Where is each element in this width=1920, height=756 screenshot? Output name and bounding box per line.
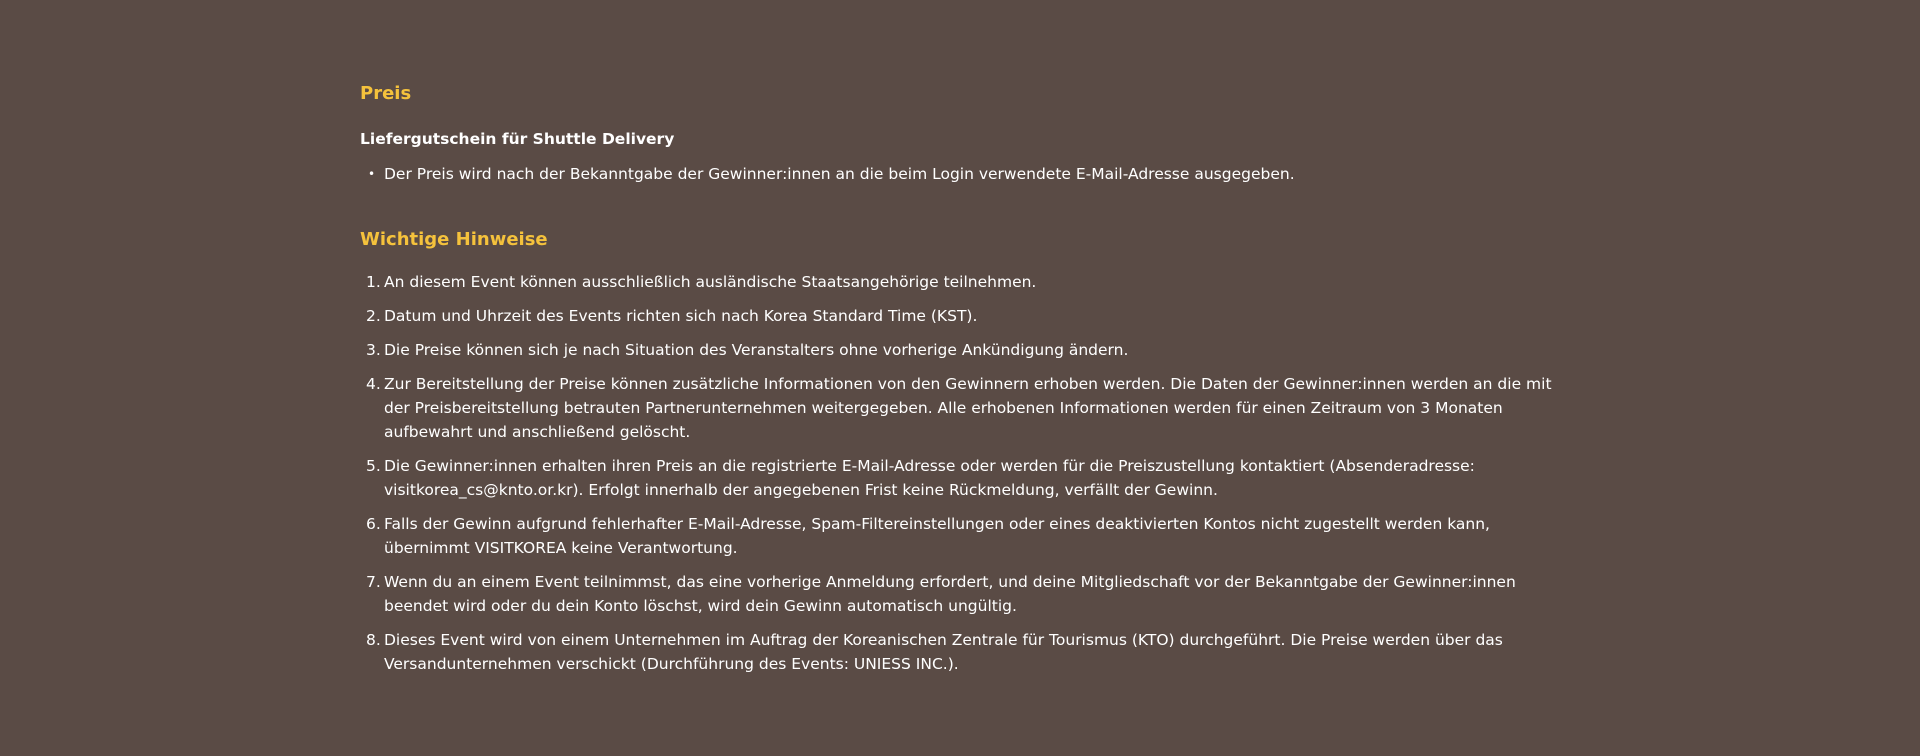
note-item bbox=[360, 454, 1560, 502]
note-text: Zur Bereitstellung der Preise können zusätzliche Informationen von den Gewinnern erhoben werden. Die Daten der Gewinner:innen werden an die mit der Preisbereitstellung betrauten Partnerunternehmen weitergegeben. Alle erhobenen Informationen werden für einen Zeitraum von 3 Monaten aufbewahrt und anschließend gelöscht. bbox=[384, 375, 1552, 441]
note-item bbox=[360, 628, 1560, 676]
note-text: An diesem Event können ausschließlich ausländische Staatsangehörige teilnehmen. bbox=[384, 273, 1037, 291]
note-item bbox=[360, 338, 1560, 362]
note-item bbox=[360, 372, 1560, 444]
note-number: 7. bbox=[366, 573, 381, 591]
note-text: Wenn du an einem Event teilnimmst, das eine vorherige Anmeldung erfordert, und deine Mitgliedschaft vor der Bekanntgabe der Gewinner:innen beendet wird oder du dein Konto löschst, wird dein Gewinn automatisch ungültig. bbox=[384, 573, 1516, 615]
note-number: 5. bbox=[366, 457, 381, 475]
note-number: 8. bbox=[366, 631, 381, 649]
prize-title: Liefergutschein für Shuttle Delivery bbox=[360, 130, 675, 148]
note-text: Falls der Gewinn aufgrund fehlerhafter E-Mail-Adresse, Spam-Filtereinstellungen oder eines deaktivierten Kontos nicht zugestellt werden kann, übernimmt VISITKOREA keine Verantwortung. bbox=[384, 515, 1490, 557]
note-number: 2. bbox=[366, 307, 381, 325]
prize-bullet-list bbox=[360, 162, 1560, 186]
prize-heading: Preis bbox=[360, 83, 412, 104]
note-text: Datum und Uhrzeit des Events richten sich nach Korea Standard Time (KST). bbox=[384, 307, 978, 325]
note-number: 3. bbox=[366, 341, 381, 359]
note-number: 4. bbox=[366, 375, 381, 393]
note-item bbox=[360, 304, 1560, 328]
notes-list bbox=[360, 270, 1560, 676]
note-item bbox=[360, 270, 1560, 294]
note-number: 1. bbox=[366, 273, 381, 291]
note-text: Die Preise können sich je nach Situation des Veranstalters ohne vorherige Ankündigung ändern. bbox=[384, 341, 1129, 359]
event-details bbox=[360, 82, 1560, 686]
note-text: Dieses Event wird von einem Unternehmen im Auftrag der Koreanischen Zentrale für Tourismus (KTO) durchgeführt. Die Preise werden über das Versandunternehmen verschickt (Durchführung des Events: UNIESS INC.). bbox=[384, 631, 1503, 673]
note-item bbox=[360, 512, 1560, 560]
note-number: 6. bbox=[366, 515, 381, 533]
prize-bullet-item: • Der Preis wird nach der Bekanntgabe der Gewinner:innen an die beim Login verwendete E-Mail-Adresse ausgegeben. bbox=[360, 162, 1560, 186]
notes-heading: Wichtige Hinweise bbox=[360, 229, 548, 250]
note-text: Die Gewinner:innen erhalten ihren Preis an die registrierte E-Mail-Adresse oder werden für die Preiszustellung kontaktiert (Absenderadresse: visitkorea_cs@knto.or.kr). Erfolgt innerhalb der angegebenen Frist keine Rückmeldung, verfällt der Gewinn. bbox=[384, 457, 1475, 499]
note-item bbox=[360, 570, 1560, 618]
